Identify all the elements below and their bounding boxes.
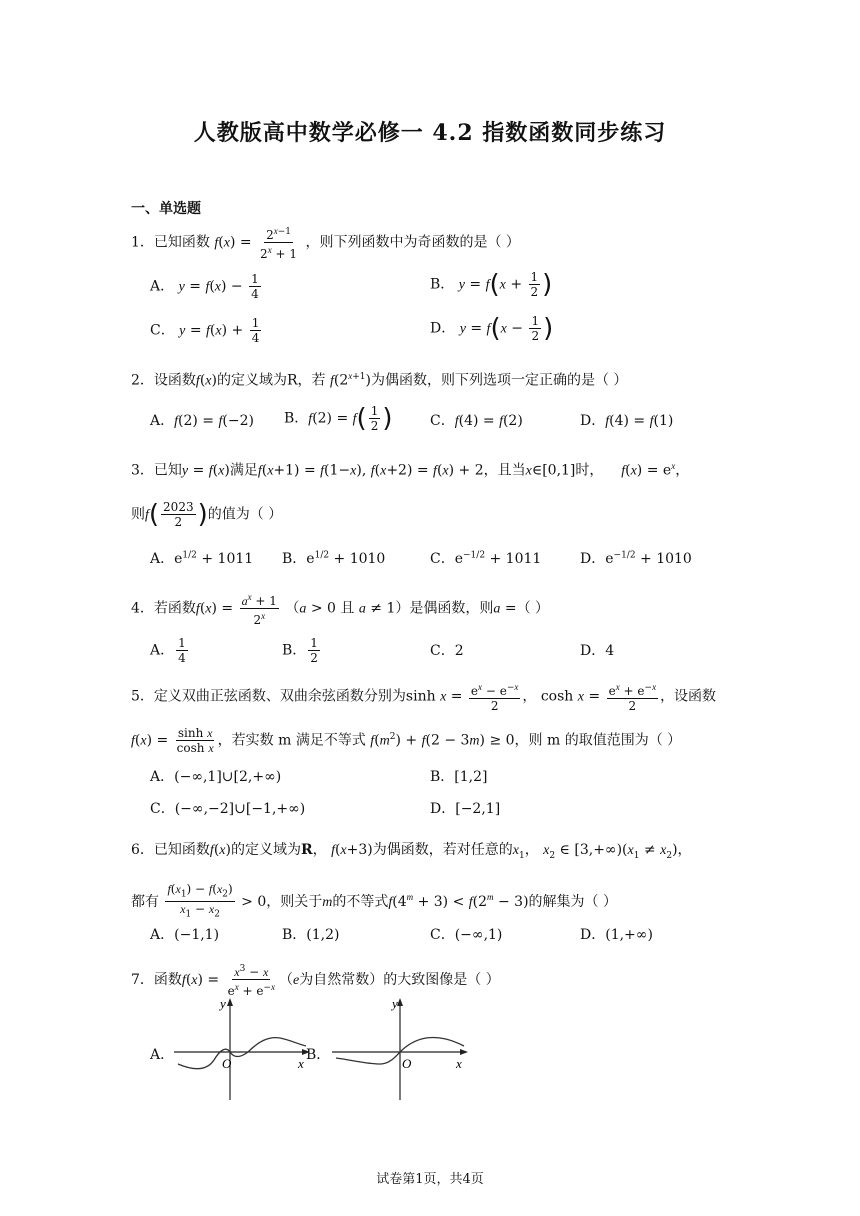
origin-label: O xyxy=(222,1056,232,1071)
q3-option-b[interactable]: B．$e^{1/2} + 1010$ xyxy=(282,550,386,567)
question-1: 1．已知函数 f(x) = $\frac{2^{x-1}}{2^x + 1}$ ，则下列函数中为奇函数的是（ ） xyxy=(131,226,520,261)
page-title: 人教版高中数学必修一 4.2 指数函数同步练习 xyxy=(193,120,667,146)
q3-option-c[interactable]: C．$e^{-1/2} + 1011$ xyxy=(430,550,542,567)
x-axis-arrow xyxy=(460,1049,468,1055)
q1-option-a[interactable]: A． y = f(x) − $\frac{1}{4}$ xyxy=(150,272,259,301)
q2-option-d[interactable]: D．f(4) = f(1) xyxy=(580,413,674,429)
q4-option-b[interactable]: B． $\frac{1}{2}$ xyxy=(282,636,318,665)
y-axis-arrow xyxy=(227,998,233,1006)
origin-label: O xyxy=(402,1056,412,1071)
q5-option-b[interactable]: B．[1,2] xyxy=(430,769,488,785)
q7-option-a[interactable]: A． xyxy=(150,1047,175,1063)
q3-option-a[interactable]: A．$e^{1/2} + 1011$ xyxy=(150,550,254,567)
q6-option-a[interactable]: A．(−1,1) xyxy=(150,927,220,943)
q2-option-a[interactable]: A．f(2) = f(−2) xyxy=(150,413,254,429)
q2-option-c[interactable]: C．f(4) = f(2) xyxy=(430,413,523,429)
q7-graph-b[interactable] xyxy=(330,996,470,1104)
q5-option-c[interactable]: C．(−∞,−2]∪[−1,+∞) xyxy=(150,801,306,817)
q1-option-c[interactable]: C． y = f(x) + $\frac{1}{4}$ xyxy=(150,316,260,345)
y-label: y xyxy=(220,996,226,1011)
q2-option-b[interactable]: B．f(2) = f( $\frac{1}{2}$ ) xyxy=(284,403,393,434)
q7-graph-a[interactable] xyxy=(172,996,312,1104)
q4-option-c[interactable]: C．2 xyxy=(430,643,464,659)
question-6: 6．已知函数f(x)的定义域为R， f(x+3)为偶函数，若对任意的$x_1$， $x_2$ ∈ $[3,+\infty)(x_1 \ne x_2)$， xyxy=(131,842,692,861)
q3-option-d[interactable]: D．$e^{-1/2} + 1010$ xyxy=(580,550,692,567)
x-label: x xyxy=(456,1056,462,1071)
x-label: x xyxy=(298,1056,304,1071)
q1-option-d[interactable]: D． y = f(x − $\frac{1}{2}$ ) xyxy=(430,313,554,344)
q6-option-c[interactable]: C．(−∞,1) xyxy=(430,927,503,943)
page-footer: 试卷第1页，共4页 xyxy=(376,1172,484,1187)
question-3: 3．已知y = f(x)满足f(x+1) = f(1−x), f(x+2) = f(x) + 2，且当x∈[0,1]时， $f(x) = e^x$， xyxy=(131,461,690,479)
y-axis-arrow xyxy=(397,998,403,1006)
q7-option-b[interactable]: B． xyxy=(306,1047,331,1063)
q6-option-d[interactable]: D．(1,+∞) xyxy=(580,927,653,943)
q1-option-b[interactable]: B． y = f(x + $\frac{1}{2}$ ) xyxy=(430,269,553,300)
question-3-line-2: 则f( $\frac{2023}{2}$ )的值为（ ） xyxy=(131,499,283,530)
q1-text-pre: 1．已知函数 xyxy=(131,234,210,251)
q4-option-d[interactable]: D．4 xyxy=(580,643,615,659)
q5-option-d[interactable]: D．[−2,1] xyxy=(430,801,501,817)
section-heading: 一、单选题 xyxy=(131,201,201,217)
q1-text-post: ，则下列函数中为奇函数的是（ ） xyxy=(305,234,520,251)
question-2: 2．设函数f(x)的定义域为R，若 $f(2^{x+1})$为偶函数，则下列选项一定正确的是（ ） xyxy=(131,371,628,389)
question-7: 7．函数f(x) = $\frac{x^3 - x}{e^x + e^{-x}}$ （e为自然常数）的大致图像是（ ） xyxy=(131,964,500,998)
q1-fraction: $\frac{2^{x-1}}{2^x + 1}$ xyxy=(260,226,298,261)
q4-option-a[interactable]: A． $\frac{1}{4}$ xyxy=(150,636,186,665)
y-label: y xyxy=(392,996,398,1011)
question-4: 4．若函数f(x) = $\frac{a^x + 1}{2^x}$ （a > 0 且 a ≠ 1）是偶函数，则a =（ ） xyxy=(131,592,550,627)
question-5-line-2: f(x) = $\frac{\text{sinh x}}{\text{cosh x}}$ ，若实数 m 满足不等式 $f(m^2) + f(2 - 3m) \ge 0$，则 m 的取值范围为（ ） xyxy=(131,726,682,755)
question-5: 5．定义双曲正弦函数、双曲余弦函数分别为sinh x = $\frac{e^x - e^{-x}}{2}$ ， cosh x = $\frac{e^x + e^{-x}}{2}$ ，设函数 xyxy=(131,682,717,713)
q6-option-b[interactable]: B．(1,2) xyxy=(282,927,340,943)
curve-a xyxy=(178,1038,306,1069)
q5-option-a[interactable]: A．(−∞,1]∪[2,+∞) xyxy=(150,769,282,785)
question-6-line-2: 都有 $\frac{f(x_1) - f(x_2)}{x_1 - x_2}$ > 0，则关于m的不等式$f(4^m + 3) < f(2^m - 3)$的解集为（ ） xyxy=(131,882,617,920)
